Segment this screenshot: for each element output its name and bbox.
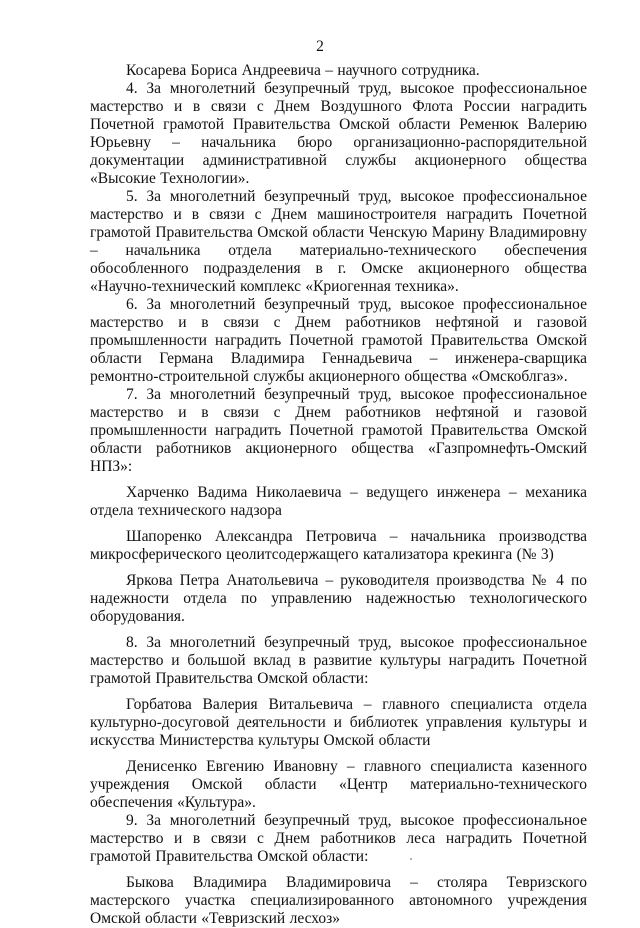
paragraph-item-4: 4. За многолетний безупречный труд, высокое профессиональное мастерство и в связи с Днем Воздушного Флота России наградить Почетной грамотой Правительства Омской области Ременюк Валерию Юрьевну – начальника бюро организационно-распорядительной документации административной службы акционерного общества «Высокие Технологии». xyxy=(90,80,587,187)
paragraph-item-8: 8. За многолетний безупречный труд, высокое профессиональное мастерство и большой вклад в развитие культуры наградить Почетной грамотой Правительства Омской области: xyxy=(90,634,587,687)
awardee-gorbatov: Горбатова Валерия Витальевича – главного специалиста отдела культурно-досуговой деятельности и библиотек управления культуры и искусства Министерства культуры Омской области xyxy=(90,696,587,749)
scan-speck xyxy=(410,858,412,860)
paragraph-continuation: Косарева Бориса Андреевича – научного сотрудника. xyxy=(126,62,480,79)
paragraph-item-5: 5. За многолетний безупречный труд, высокое профессиональное мастерство и в связи с Днем машиностроителя наградить Почетной грамотой Правительства Омской области Ченскую Марину Владимировну – начальника отдела материально-технического обеспечения обособленного подразделения в г. Омске акционерного общества «Научно-технический комплекс «Криогенная техника». xyxy=(90,188,587,295)
awardee-denisenko: Денисенко Евгению Ивановну – главного специалиста казенного учреждения Омской области «Центр материально-технического обеспечения «Культура». xyxy=(90,758,587,811)
awardee-yarkov: Яркова Петра Анатольевича – руководителя производства № 4 по надежности отдела по управлению надежностью технологического оборудования. xyxy=(90,572,587,625)
document-body xyxy=(90,62,587,928)
paragraph-item-7: 7. За многолетний безупречный труд, высокое профессиональное мастерство и в связи с Днем работников нефтяной и газовой промышленности наградить Почетной грамотой Правительства Омской области работников акционерного общества «Газпромнефть-Омский НПЗ»: xyxy=(90,386,587,475)
awardee-bykov: Быкова Владимира Владимировича – столяра Тевризского мастерского участка специализированного автономного учреждения Омской области «Тевризский лесхоз» xyxy=(90,874,587,927)
paragraph-item-9: 9. За многолетний безупречный труд, высокое профессиональное мастерство и в связи с Днем работников леса наградить Почетной грамотой Правительства Омской области: xyxy=(90,812,587,865)
awardee-shaporenko: Шапоренко Александра Петровича – начальника производства микросферического цеолитсодержащего катализатора крекинга (№ 3) xyxy=(90,528,587,563)
awardee-kharchenko: Харченко Вадима Николаевича – ведущего инженера – механика отдела технического надзора xyxy=(90,484,587,519)
page-number: 2 xyxy=(316,38,324,55)
paragraph-item-6: 6. За многолетний безупречный труд, высокое профессиональное мастерство и в связи с Днем работников нефтяной и газовой промышленности наградить Почетной грамотой Правительства Омской области Германа Владимира Геннадьевича – инженера-сварщика ремонтно-строительной службы акционерного общества «Омскоблгаз». xyxy=(90,296,587,385)
